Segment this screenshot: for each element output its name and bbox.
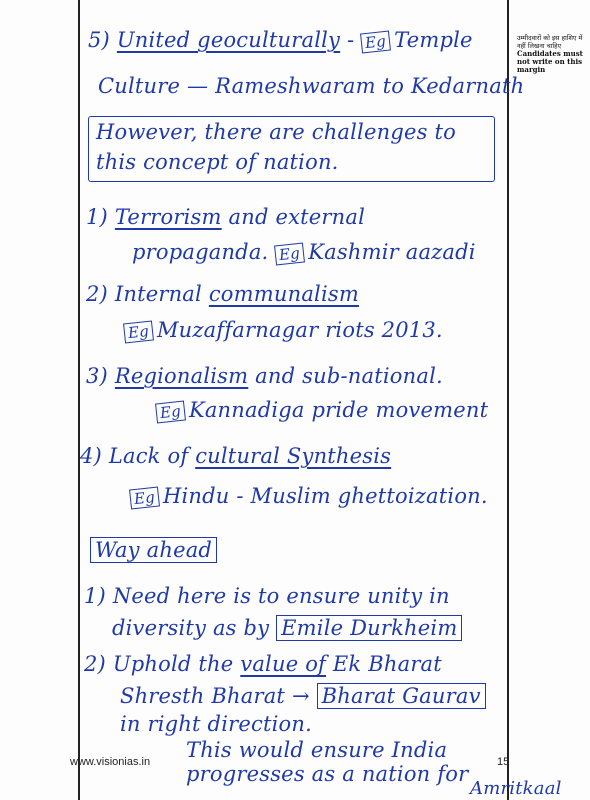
way2-line3: in right direction. [120,712,312,736]
challenge2-number: 2) [86,282,108,306]
challenge3-line2 [156,398,488,422]
challenge3-rest: and sub-national. [255,364,443,388]
challenge3-line1 [86,364,443,388]
point5-line1 [88,28,473,52]
way2-value: value of [240,652,327,676]
challenge4-line1 [80,444,391,468]
challenge3-title: Regionalism [114,364,249,388]
margin-instruction [517,34,585,74]
challenge2-title: communalism [208,282,359,306]
margin-instruction-hindi: उम्मीदवारों को इस हाशिए में नहीं लिखना चाहिए [517,34,583,50]
way1-line2 [112,616,462,640]
way1-diversity: diversity as by [112,616,270,640]
eg-badge: Eg [123,320,154,343]
way1-durkheim-box: Emile Durkheim [276,615,462,641]
point5-title: United geoculturally [116,28,341,52]
way-ahead-label: Way ahead [90,537,217,563]
challenge1-rest: and external [228,205,366,229]
challenge-line1: However, there are challenges to [96,120,456,144]
way2-uphold: 2) Uphold the [84,652,234,676]
final-line1: This would ensure India [186,738,448,762]
point5-line2: Culture — Rameshwaram to Kedarnath [98,74,525,98]
margin-instruction-english: Candidates must not write on this margin [517,49,583,74]
footer-website: www.visionias.in [70,756,151,768]
way-ahead-heading [90,538,217,562]
challenge1-line1 [86,205,365,229]
right-margin-rule [507,0,509,800]
challenge1-title: Terrorism [114,205,222,229]
point5-number: 5) [88,28,110,52]
left-margin-rule [78,0,80,800]
challenge4-example: Hindu - Muslim ghettoization. [162,484,488,508]
footer-page-number: 15 [497,756,510,768]
challenge4-line2 [130,484,488,508]
challenge2-internal: Internal [114,282,202,306]
point5-rest: Temple [394,28,473,52]
way1-line1: 1) Need here is to ensure unity in [84,584,450,608]
challenge3-number: 3) [86,364,108,388]
challenge3-example: Kannadiga pride movement [188,398,489,422]
challenge2-line1 [86,282,359,306]
challenge2-line2 [124,318,443,342]
eg-badge: Eg [155,400,186,423]
challenge4-title: cultural Synthesis [195,444,392,468]
final-line2: progresses as a nation for [186,762,469,786]
way2-shresth: Shresth Bharat → [120,684,310,708]
eg-badge: Eg [360,30,391,53]
way2-line1 [84,652,442,676]
challenge1-propaganda: propaganda. [132,240,269,264]
final-line3: Amritkaal [470,778,562,799]
challenge4-lack: Lack of [108,444,189,468]
way2-line2 [120,684,486,708]
way2-ek-bharat: Ek Bharat [332,652,442,676]
challenge2-example: Muzaffarnagar riots 2013. [156,318,443,342]
challenge1-example: Kashmir aazadi [308,240,476,264]
challenge1-line2 [132,240,476,264]
point5-dash: - [347,28,355,52]
challenge-line2: this concept of nation. [96,150,339,174]
challenge1-number: 1) [86,205,108,229]
challenge4-number: 4) [80,444,102,468]
eg-badge: Eg [129,486,160,509]
eg-badge: Eg [274,242,305,265]
way2-gaurav-box: Bharat Gaurav [317,683,486,709]
